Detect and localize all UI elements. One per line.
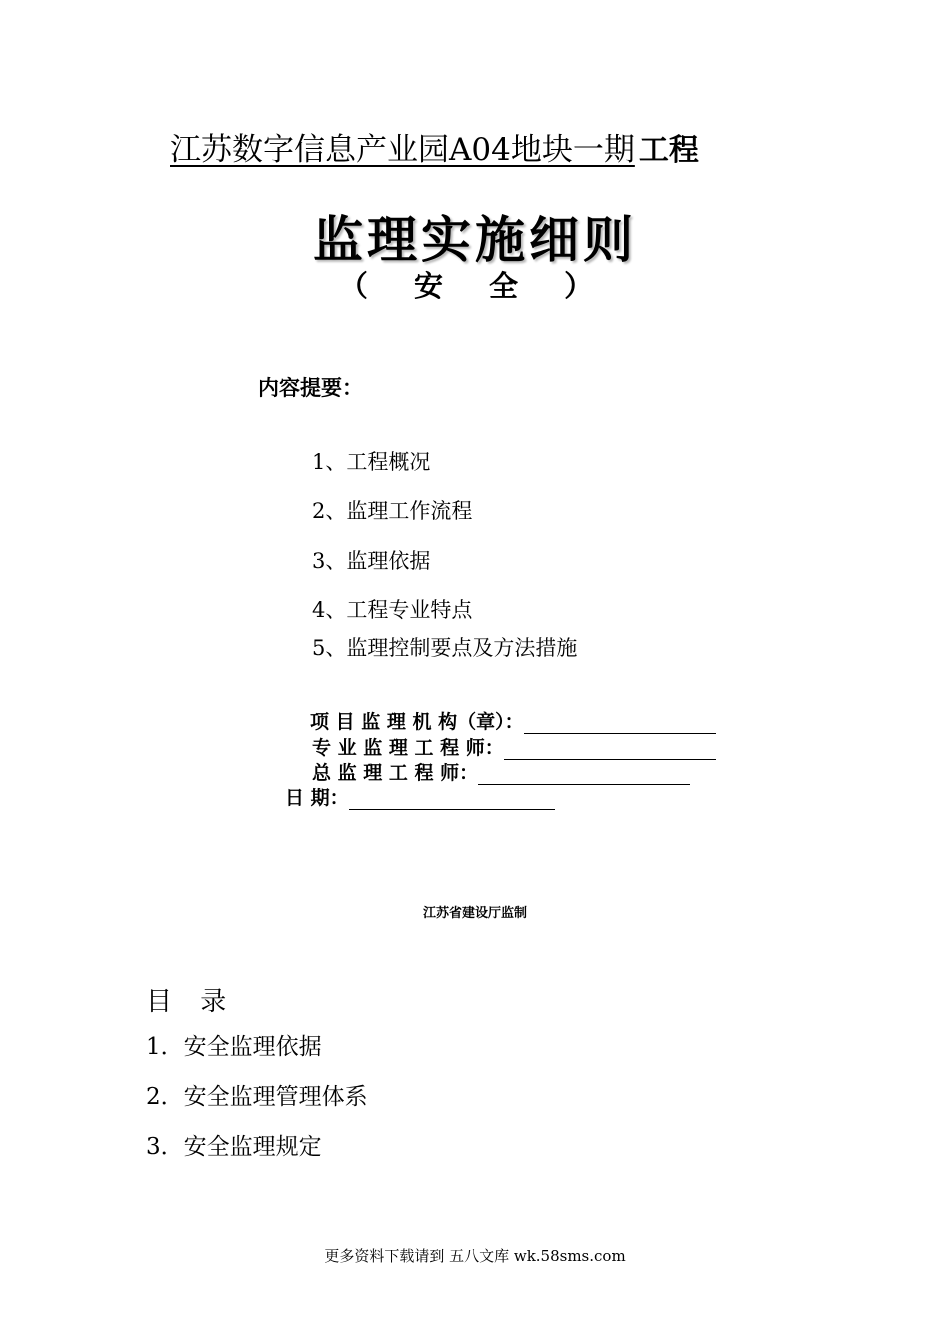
- org-signature-line: [524, 713, 716, 734]
- chief-label: 总 监 理 工 程 师：: [312, 762, 479, 784]
- document-subheading: （ 安 全 ）: [338, 269, 612, 303]
- toc-item: 2．安全监理管理体系: [146, 1084, 368, 1110]
- summary-label: 内容提要：: [258, 376, 363, 400]
- signature-row-date: [285, 786, 555, 810]
- toc-item: 1．安全监理依据: [146, 1034, 322, 1060]
- summary-item: 4、工程专业特点: [312, 598, 473, 622]
- signature-row-org: [310, 710, 716, 734]
- summary-item: 3、监理依据: [312, 549, 431, 573]
- project-title-line: [170, 130, 699, 171]
- engineer-label: 专 业 监 理 工 程 师：: [312, 737, 504, 759]
- toc-item: 3．安全监理规定: [146, 1134, 322, 1160]
- chief-signature-line: [478, 764, 690, 785]
- project-title-suffix: 工程: [638, 133, 699, 168]
- date-line: [349, 789, 555, 810]
- org-label: 项 目 监 理 机 构（章）：: [310, 711, 524, 733]
- summary-item: 5、监理控制要点及方法措施: [312, 636, 578, 660]
- signature-row-engineer: [312, 736, 716, 760]
- summary-item: 2、监理工作流程: [312, 499, 473, 523]
- project-title: 江苏数字信息产业园A04地块一期: [170, 132, 635, 168]
- signature-row-chief: [312, 761, 690, 785]
- issuer: 江苏省建设厅监制: [422, 906, 527, 921]
- footer-note: 更多资料下载请到 五八文库 wk.58sms.com: [324, 1247, 626, 1265]
- engineer-signature-line: [504, 739, 716, 760]
- date-label: 日 期：: [285, 787, 349, 809]
- summary-item: 1、工程概况: [312, 450, 431, 474]
- toc-title: 目 录: [146, 987, 237, 1017]
- document-heading: 监理实施细则: [313, 211, 637, 269]
